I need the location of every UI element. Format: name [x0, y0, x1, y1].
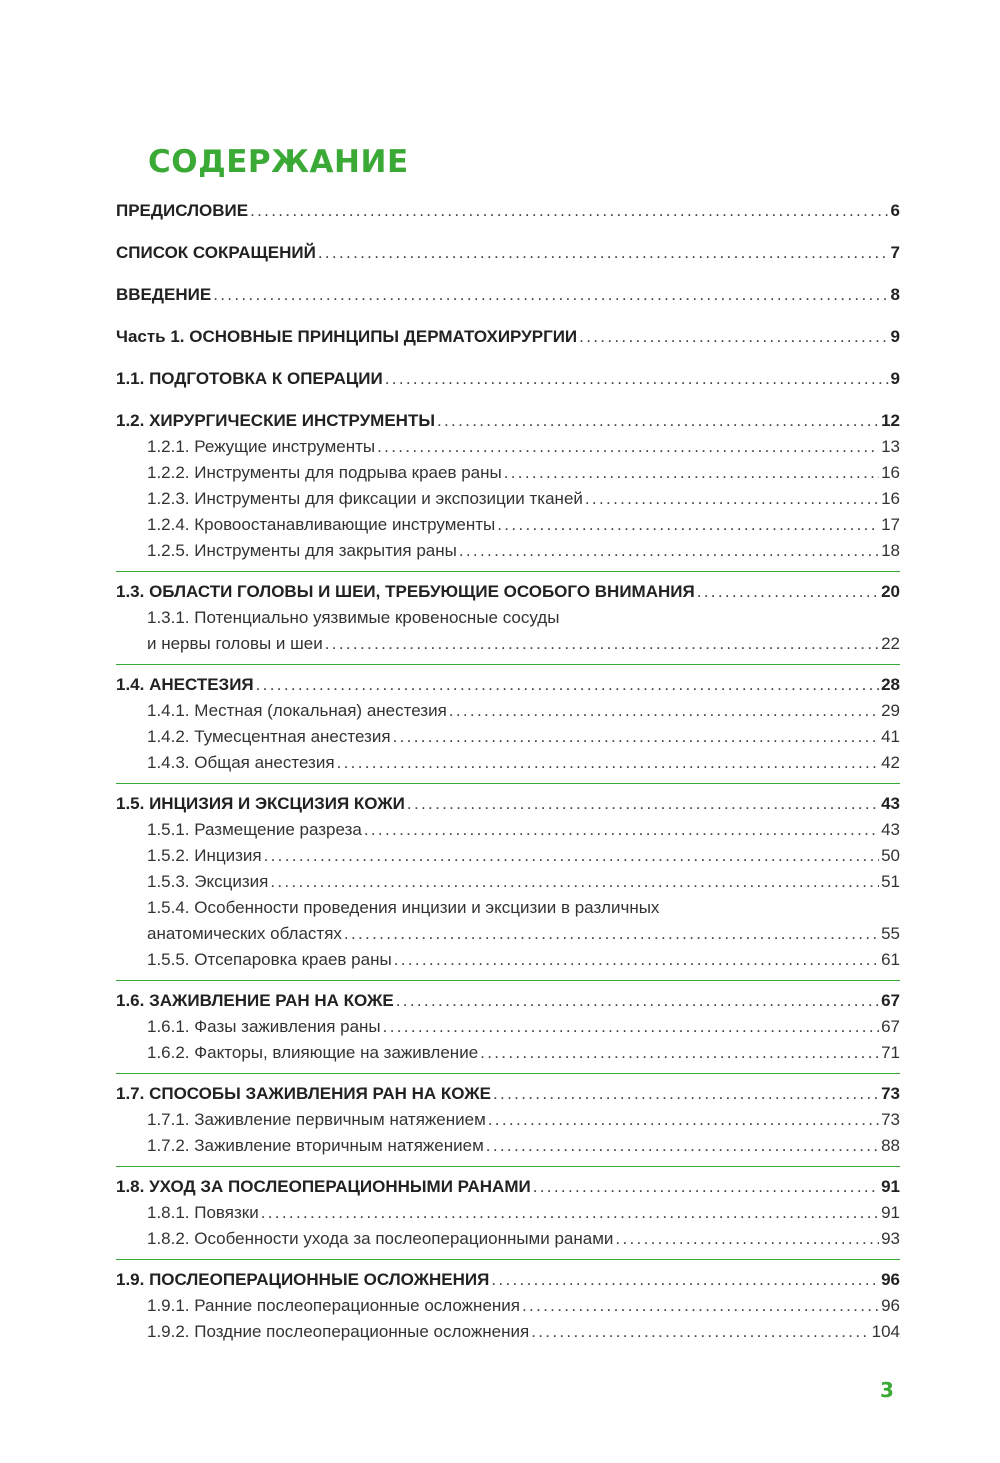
toc-subentry [116, 486, 900, 512]
subentry-title: 1.2.1. Режущие инструменты [147, 437, 376, 456]
toc-entry [116, 366, 900, 392]
section-title: 1.6. ЗАЖИВЛЕНИЕ РАН НА КОЖЕ [116, 991, 394, 1010]
toc-section [116, 672, 900, 698]
toc-section [116, 579, 900, 605]
section-page: 67 [881, 991, 900, 1010]
subentry-page: 50 [881, 846, 900, 865]
dot-leader [264, 843, 879, 869]
subentry-page: 42 [881, 753, 900, 772]
dot-leader [318, 240, 889, 266]
dot-leader [337, 750, 880, 776]
section-title: 1.9. ПОСЛЕОПЕРАЦИОННЫЕ ОСЛОЖНЕНИЯ [116, 1270, 490, 1289]
subentry-title: 1.5.5. Отсепаровка краев раны [147, 950, 392, 969]
subentry-title-line: 1.5.4. Особенности проведения инцизии и эксцизии в различных [147, 898, 660, 917]
section-divider [116, 571, 900, 572]
dot-leader [250, 198, 888, 224]
dot-leader [385, 366, 889, 392]
dot-leader [261, 1200, 879, 1226]
toc-subentry [116, 921, 900, 947]
toc-subentry [116, 1226, 900, 1252]
subentry-title: 1.4.2. Тумесцентная анестезия [147, 727, 391, 746]
subentry-page: 104 [871, 1322, 900, 1341]
section-title: 1.7. СПОСОБЫ ЗАЖИВЛЕНИЯ РАН НА КОЖЕ [116, 1084, 492, 1103]
toc-subentry [116, 538, 900, 564]
dot-leader [579, 324, 888, 350]
toc-heading: СОДЕРЖАНИЕ [148, 144, 409, 180]
table-of-contents [116, 198, 900, 1345]
subentry-title-line: 1.3.1. Потенциально уязвимые кровеносные сосуды [147, 608, 560, 627]
subentry-title: 1.6.1. Фазы заживления раны [147, 1017, 381, 1036]
subentry-title: 1.8.1. Повязки [147, 1203, 259, 1222]
dot-leader [504, 460, 879, 486]
subentry-title: 1.2.2. Инструменты для подрыва краев раны [147, 463, 502, 482]
page-number: 3 [880, 1378, 894, 1402]
entry-title: ВВЕДЕНИЕ [116, 285, 212, 304]
dot-leader [531, 1319, 869, 1345]
toc-section [116, 1267, 900, 1293]
toc-subentry [116, 724, 900, 750]
section-divider [116, 1259, 900, 1260]
subentry-page: 17 [881, 515, 900, 534]
toc-entry [116, 324, 900, 350]
section-page: 73 [881, 1084, 900, 1103]
section-page: 28 [881, 675, 900, 694]
entry-title: СПИСОК СОКРАЩЕНИЙ [116, 243, 316, 262]
subentry-title: 1.9.2. Поздние послеоперационные осложнения [147, 1322, 530, 1341]
section-page: 91 [881, 1177, 900, 1196]
toc-subentry [116, 512, 900, 538]
dot-leader [394, 947, 879, 973]
subentry-page: 67 [881, 1017, 900, 1036]
entry-page: 6 [890, 201, 900, 220]
toc-section [116, 408, 900, 434]
toc-section [116, 988, 900, 1014]
toc-subentry [116, 434, 900, 460]
entry-title: Часть 1. ОСНОВНЫЕ ПРИНЦИПЫ ДЕРМАТОХИРУРГИИ [116, 327, 578, 346]
subentry-title: анатомических областях [147, 924, 342, 943]
toc-section [116, 1174, 900, 1200]
dot-leader [497, 512, 879, 538]
subentry-page: 61 [881, 950, 900, 969]
subentry-title: 1.5.2. Инцизия [147, 846, 262, 865]
subentry-title: 1.7.2. Заживление вторичным натяжением [147, 1136, 484, 1155]
subentry-page: 41 [881, 727, 900, 746]
dot-leader [383, 1014, 879, 1040]
toc-subentry [116, 817, 900, 843]
subentry-page: 55 [881, 924, 900, 943]
subentry-page: 96 [881, 1296, 900, 1315]
toc-section [116, 1081, 900, 1107]
section-page: 20 [881, 582, 900, 601]
toc-subentry [116, 631, 900, 657]
dot-leader [697, 579, 879, 605]
section-title: 1.2. ХИРУРГИЧЕСКИЕ ИНСТРУМЕНТЫ [116, 411, 435, 430]
toc-subentry [116, 698, 900, 724]
dot-leader [437, 408, 879, 434]
section-page: 43 [881, 794, 900, 813]
section-title: 1.8. УХОД ЗА ПОСЛЕОПЕРАЦИОННЫМИ РАНАМИ [116, 1177, 531, 1196]
subentry-page: 43 [881, 820, 900, 839]
section-divider [116, 1166, 900, 1167]
dot-leader [270, 869, 879, 895]
subentry-title: 1.5.1. Размещение разреза [147, 820, 362, 839]
entry-page: 7 [890, 243, 900, 262]
entry-title: ПРЕДИСЛОВИЕ [116, 201, 249, 220]
section-title: 1.5. ИНЦИЗИЯ И ЭКСЦИЗИЯ КОЖИ [116, 794, 405, 813]
toc-subentry [116, 869, 900, 895]
subentry-page: 13 [881, 437, 900, 456]
section-title: 1.4. АНЕСТЕЗИЯ [116, 675, 254, 694]
toc-subentry [116, 1107, 900, 1133]
entry-page: 8 [890, 285, 900, 304]
subentry-title: 1.4.1. Местная (локальная) анестезия [147, 701, 447, 720]
toc-subentry [116, 947, 900, 973]
dot-leader [213, 282, 888, 308]
dot-leader [393, 724, 880, 750]
dot-leader [256, 672, 879, 698]
subentry-title: 1.4.3. Общая анестезия [147, 753, 335, 772]
subentry-title: 1.8.2. Особенности ухода за послеоперационными ранами [147, 1229, 614, 1248]
subentry-title: 1.5.3. Эксцизия [147, 872, 269, 891]
subentry-page: 51 [881, 872, 900, 891]
subentry-page: 16 [881, 489, 900, 508]
subentry-title: 1.2.3. Инструменты для фиксации и экспозиции тканей [147, 489, 583, 508]
subentry-page: 29 [881, 701, 900, 720]
dot-leader [615, 1226, 879, 1252]
dot-leader [396, 988, 879, 1014]
section-divider [116, 783, 900, 784]
dot-leader [407, 791, 879, 817]
section-page: 96 [881, 1270, 900, 1289]
toc-subentry [116, 1293, 900, 1319]
toc-entry [116, 198, 900, 224]
toc-subentry [116, 1133, 900, 1159]
subentry-title: 1.6.2. Факторы, влияющие на заживление [147, 1043, 479, 1062]
dot-leader [459, 538, 879, 564]
dot-leader [486, 1133, 879, 1159]
subentry-page: 88 [881, 1136, 900, 1155]
toc-entry [116, 240, 900, 266]
toc-subentry [116, 750, 900, 776]
toc-subentry [116, 1200, 900, 1226]
section-page: 12 [881, 411, 900, 430]
toc-section [116, 791, 900, 817]
toc-subentry [116, 460, 900, 486]
dot-leader [480, 1040, 879, 1066]
dot-leader [493, 1081, 879, 1107]
dot-leader [364, 817, 879, 843]
subentry-page: 93 [881, 1229, 900, 1248]
entry-page: 9 [890, 327, 900, 346]
entry-page: 9 [890, 369, 900, 388]
subentry-title: 1.2.4. Кровоостанавливающие инструменты [147, 515, 496, 534]
dot-leader [533, 1174, 879, 1200]
subentry-title: и нервы головы и шеи [147, 634, 323, 653]
section-divider [116, 980, 900, 981]
dot-leader [522, 1293, 879, 1319]
toc-subentry [116, 1319, 900, 1345]
subentry-page: 71 [881, 1043, 900, 1062]
toc-subentry [116, 1040, 900, 1066]
toc-subentry [116, 1014, 900, 1040]
subentry-page: 22 [881, 634, 900, 653]
subentry-page: 73 [881, 1110, 900, 1129]
subentry-page: 91 [881, 1203, 900, 1222]
dot-leader [491, 1267, 879, 1293]
subentry-page: 16 [881, 463, 900, 482]
dot-leader [325, 631, 879, 657]
toc-entry [116, 282, 900, 308]
section-divider [116, 1073, 900, 1074]
dot-leader [377, 434, 879, 460]
section-title: 1.3. ОБЛАСТИ ГОЛОВЫ И ШЕИ, ТРЕБУЮЩИЕ ОСОБОГО ВНИМАНИЯ [116, 582, 695, 601]
toc-subentry [116, 843, 900, 869]
subentry-title: 1.9.1. Ранние послеоперационные осложнения [147, 1296, 520, 1315]
section-divider [116, 664, 900, 665]
subentry-page: 18 [881, 541, 900, 560]
entry-title: 1.1. ПОДГОТОВКА К ОПЕРАЦИИ [116, 369, 383, 388]
subentry-title: 1.7.1. Заживление первичным натяжением [147, 1110, 486, 1129]
dot-leader [488, 1107, 879, 1133]
dot-leader [449, 698, 879, 724]
dot-leader [344, 921, 879, 947]
dot-leader [585, 486, 879, 512]
subentry-title: 1.2.5. Инструменты для закрытия раны [147, 541, 457, 560]
